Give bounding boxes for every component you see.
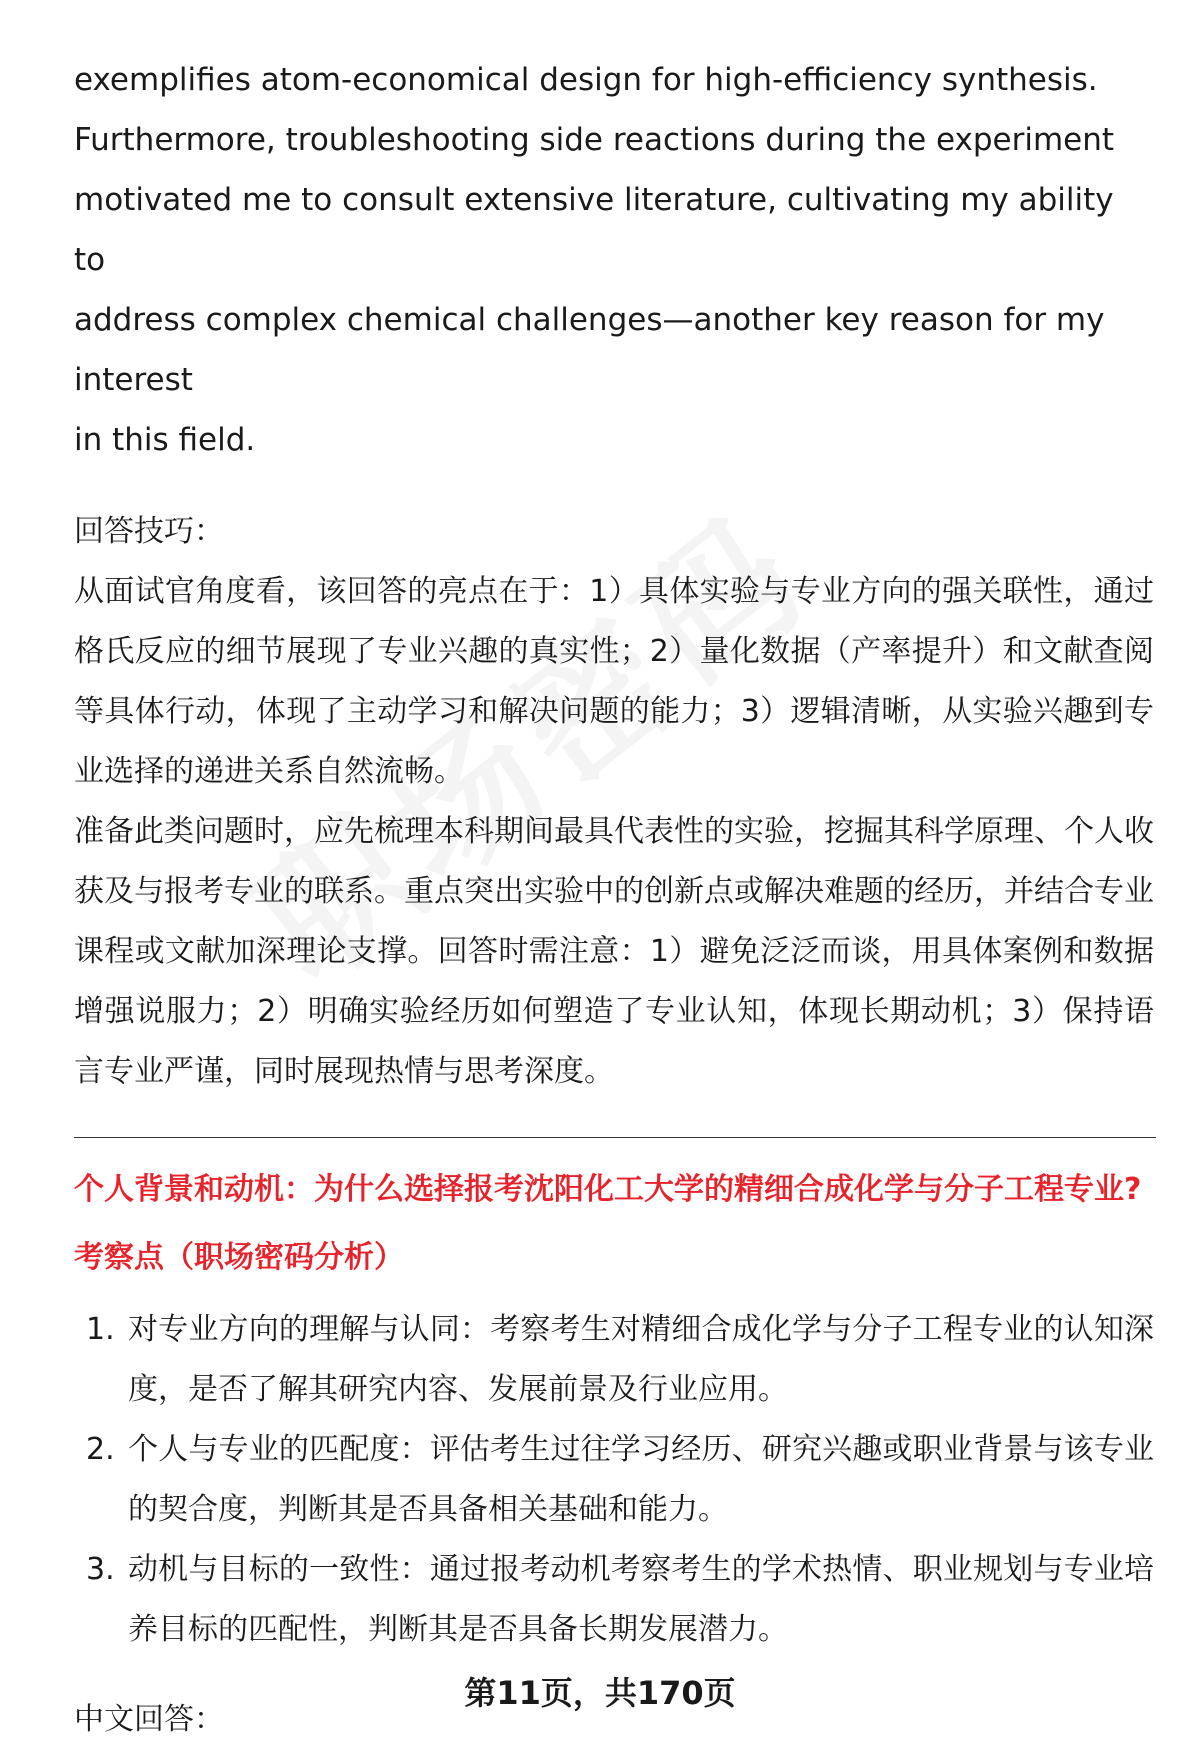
- answer-label: 中文回答：: [74, 1702, 224, 1737]
- tips-label: 回答技巧：: [74, 514, 224, 549]
- list-item-number: 1.: [86, 1312, 115, 1347]
- list-item: [74, 1540, 1154, 1660]
- tips-paragraph-1: 从面试官角度看，该回答的亮点在于：1）具体实验与专业方向的强关联性，通过格氏反应的细节展现了专业兴趣的真实性；2）量化数据（产率提升）和文献查阅等具体行动，体现了主动学习和解决问题的能力；3）逻辑清晰，从实验兴趣到专业选择的递进关系自然流畅。: [74, 574, 1154, 789]
- list-item-text: 动机与目标的一致性：通过报考动机考察考生的学术热情、职业规划与专业培养目标的匹配性，判断其是否具备长期发展潜力。: [128, 1552, 1154, 1647]
- text-line: motivated me to consult extensive literature, cultivating my ability to: [74, 182, 1114, 278]
- list-item-text: 个人与专业的匹配度：评估考生过往学习经历、研究兴趣或职业背景与该专业的契合度，判断其是否具备相关基础和能力。: [128, 1432, 1154, 1527]
- question-subtitle: 考察点（职场密码分析）: [74, 1240, 404, 1275]
- list-item: [74, 1420, 1154, 1540]
- document-page: [74, 50, 1154, 1750]
- text-line: Furthermore, troubleshooting side reactions during the experiment: [74, 122, 1115, 158]
- text-line: exemplifies atom-economical design for high-efficiency synthesis.: [74, 62, 1098, 98]
- question-title: 个人背景和动机：为什么选择报考沈阳化工大学的精细合成化学与分子工程专业?: [74, 1172, 1142, 1207]
- tips-paragraph-2: 准备此类问题时，应先梳理本科期间最具代表性的实验，挖掘其科学原理、个人收获及与报考专业的联系。重点突出实验中的创新点或解决难题的经历，并结合专业课程或文献加深理论支撑。回答时需注意：1）避免泛泛而谈，用具体案例和数据增强说服力；2）明确实验经历如何塑造了专业认知，体现长期动机；3）保持语言专业严谨，同时展现热情与思考深度。: [74, 814, 1154, 1089]
- list-item-text: 对专业方向的理解与认同：考察考生对精细合成化学与分子工程专业的认知深度，是否了解其研究内容、发展前景及行业应用。: [128, 1312, 1154, 1407]
- text-line: in this field.: [74, 422, 256, 458]
- list-item: [74, 1300, 1154, 1420]
- text-line: address complex chemical challenges—another key reason for my interest: [74, 302, 1105, 398]
- page-number: 第11页，共170页: [464, 1674, 736, 1712]
- list-item-number: 3.: [86, 1552, 115, 1587]
- assessment-points-list: [74, 1300, 1154, 1660]
- list-item-number: 2.: [86, 1432, 115, 1467]
- intro-english-paragraph: [74, 50, 1154, 470]
